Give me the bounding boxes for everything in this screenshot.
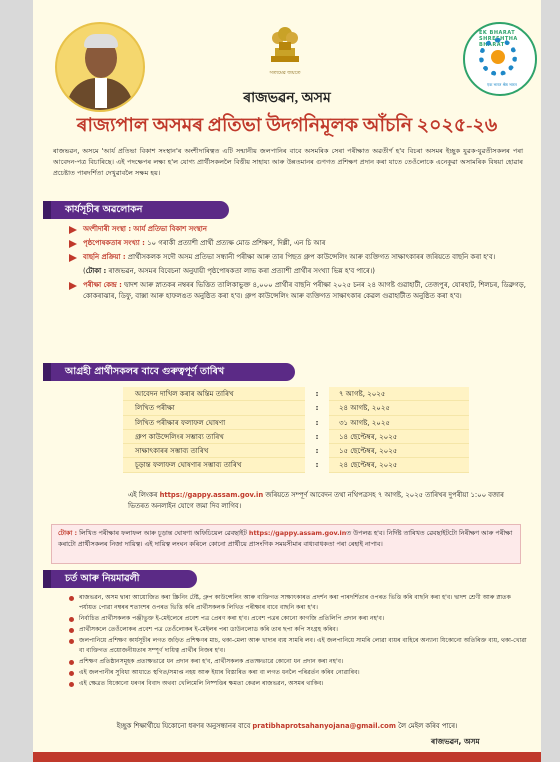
- date-separator: :: [315, 418, 319, 427]
- date-separator: :: [315, 404, 319, 413]
- contact-line: ইচ্ছুক শিক্ষাৰ্থীয়ে যিকোনো ধৰণৰ অনুসন্ধানৰ বাবে pratibhaprotsahanyojana@gmail.com লৈ মেইল কৰিব পাৰে।: [116, 722, 458, 730]
- page-title: ৰাজ্যপাল অসমৰ প্ৰতিভা উদগনিমূলক আঁচনি ২০২৫-২৬: [76, 115, 498, 136]
- term-item: নিৰ্বাচিত প্ৰাৰ্থীসকলক পঞ্জীভুক্ত ই-মেইলেৰে প্ৰবেশ পত্ৰ প্ৰেৰণ কৰা হ'ব। প্ৰবেশ পত্ৰৰ কোনো কাগজি প্ৰতিলিপি প্ৰদান কৰা নহ'ব।: [69, 614, 529, 624]
- date-label: গ্ৰুপ কাউন্সেলিংৰ সম্ভাব্য তাৰিখ: [123, 430, 305, 444]
- terms-list: [69, 593, 529, 690]
- date-label: চূড়ান্ত ফলাফল ঘোষণাৰ সম্ভাব্য তাৰিখ: [123, 458, 305, 472]
- term-item: প্ৰশিক্ষণ প্ৰতিষ্ঠানসমূহক প্ৰত্যক্ষভাৱে ধন প্ৰদান কৰা হ'ব, প্ৰাৰ্থীসকলক প্ৰত্যক্ষভাৱে কোনো ধন প্ৰদান কৰা নহ'ব।: [69, 657, 529, 667]
- list-item: পৰীক্ষা কেন্দ্ৰ : দ্বাদশ আৰু স্নাতকৰ নম্বৰৰ ভিত্তিত তালিকাভুক্ত ৪,০০০ প্ৰাৰ্থীৰ বাছনি পৰীক্ষা ২০২৫ চনৰ ২৪ আগষ্ট গুৱাহাটী, তেজপুৰ, যোৰহাট, শিলচৰ, ডিব্ৰুগড়, কোকৰাঝাৰ, ডিফু, বাক্সা আৰু হাফলঙত অনুষ্ঠিত কৰা হ'ব। গ্ৰুপ কাউন্সেলিং আৰু ব্যক্তিগত সাক্ষাৎকাৰ কেৱল গুৱাহাটীত অনুষ্ঠিত কৰা হ'ব।: [69, 280, 529, 302]
- date-label: আবেদন দাখিল কৰাৰ অন্তিম তাৰিখ: [123, 387, 305, 401]
- website-link[interactable]: https://gappy.assam.gov.in: [248, 529, 347, 537]
- date-separator: :: [315, 432, 319, 441]
- date-value: ২৪ ছেপ্টেম্বৰ, ২০২৫: [329, 458, 469, 472]
- arrow-bullet-icon: [69, 226, 77, 234]
- bullet-dot-icon: [69, 628, 74, 633]
- date-row: [123, 444, 469, 458]
- list-item: পৃষ্ঠপোষকতাৰ সংখ্যা : ১০ গৰাকী প্ৰত্যাশী প্ৰাৰ্থী প্ৰত্যক্ষ মোড প্ৰশিক্ষণ, দিল্লী, এন চি আৰ: [69, 238, 529, 249]
- apply-instructions: এই লিংকৰ https://gappy.assam.gov.in জৰিয়তে সম্পূৰ্ণ আবেদন তথা নথিপত্ৰসহ ৭ আগষ্ট, ২০২৫ তাৰিখৰ দুপৰীয়া ১:০০ বজাৰ ভিতৰত অনলাইন যোগে জমা দিব লাগিব।: [128, 491, 504, 510]
- date-separator: :: [315, 390, 319, 398]
- date-row: [123, 430, 469, 444]
- bottom-border-strip: [33, 752, 541, 762]
- important-note-box: টোকা : লিখিত পৰীক্ষাৰ ফলাফল আৰু চূড়ান্ত ঘোষণা অফিচিয়েল ৱেবছাইট https://gappy.assam.gov.inত উপলব্ধ হ'ব। নিৰ্দিষ্ট তাৰিখত ৱেবছাইটটো নিৰীক্ষণ আৰু পৰীক্ষা কৰাটো প্ৰাৰ্থীসকলৰ নিজা দায়িত্ব। এই দায়িত্ব লংঘন কৰিলে কোনো প্ৰাৰ্থীয়ে প্ৰাসংগিক সময়সীমাৰ বাধ্যবাধকতা পৰা ৰেহাই নাপাব।: [51, 524, 521, 564]
- date-separator: :: [315, 447, 319, 456]
- term-item: প্ৰাৰ্থীসকলে তেওঁলোকৰ প্ৰবেশ পত্ৰ তেওঁলোকৰ ই-মেইলৰ পৰা ডাউনলোড কৰি তাৰ ছপা কপি সংগ্ৰহ কৰিব।: [69, 625, 529, 635]
- issuer-heading: ৰাজভৱন, অসম: [243, 91, 331, 106]
- emblem-motto: সত্যমেৱ জয়তে: [269, 70, 301, 76]
- date-row: [123, 401, 469, 415]
- overview-note: (টোকা : ৰাজভৱন, অসমৰ বিবেচনা অনুযায়ী পৃষ্ঠপোষকতা লাভ কৰা প্ৰত্যাশী প্ৰাৰ্থীৰ সংখ্যা ভিন্ন হ'ব পাৰে।): [83, 267, 375, 275]
- overview-list: [69, 224, 529, 305]
- date-row: [123, 416, 469, 430]
- signature: ৰাজভৱন, অসম: [431, 737, 480, 746]
- ek-bharat-logo: [463, 22, 537, 96]
- term-item: এই ক্ষেত্ৰত যিকোনো ধৰণৰ বিবাদ অথবা খেলিমেলি নিষ্পত্তিৰ ক্ষমতা কেৱল ৰাজভৱন, অসমৰ থাকিব।: [69, 679, 529, 689]
- date-label: লিখিত পৰীক্ষাৰ ফলাফল ঘোষণা: [123, 416, 305, 430]
- term-item: ৰাজভৱন, অসম দ্বাৰা আয়োজিত কৰা স্ক্ৰিনিং টেষ্ট, গ্ৰুপ কাউন্সেলিং আৰু ব্যক্তিগত সাক্ষাৎকাৰত প্ৰদৰ্শন কৰা পাৰদৰ্শিতাৰ ওপৰত ভিত্তি কৰি বাছনি কৰা হ'ব। দ্বাদশ শ্ৰেণী আৰু স্নাতক পৰ্যায়ত পোৱা নম্বৰৰ শতাংশৰ ওপৰত ভিত্তি কৰি প্ৰাৰ্থীসকলক লিখিত পৰীক্ষাৰ বাবে বাছনি কৰা হ'ব।: [69, 593, 529, 613]
- logo-subtext: एक भारत श्रेष्ठ भारत: [487, 82, 517, 87]
- date-label: সাক্ষাৎকাৰৰ সম্ভাব্য তাৰিখ: [123, 444, 305, 458]
- date-value: ৭ আগষ্ট, ২০২৫: [329, 387, 469, 401]
- bullet-dot-icon: [69, 617, 74, 622]
- application-link[interactable]: https://gappy.assam.gov.in: [159, 491, 264, 499]
- date-label: লিখিত পৰীক্ষা: [123, 401, 305, 415]
- date-value: ১৫ ছেপ্টেম্বৰ, ২০২৫: [329, 444, 469, 458]
- date-row: [123, 387, 469, 401]
- term-item: জলপানিয়ে প্ৰশিক্ষণ কাৰ্যসূচীৰ লগত জড়িত প্ৰশিক্ষণৰ মাচ, থকা-মেলা আৰু খাদ্যৰ ব্যয় সামৰি লব। এই জলপানিয়ে সামৰি লোৱা ব্যয়ৰ বাহিৰে অন্যান্য যিকোনো অতিৰিক্ত ব্যয়, থকা-খোৱা বা ব্যক্তিগত প্ৰয়োজনীয়তাৰ সম্পূৰ্ণ দায়িত্ব প্ৰাৰ্থীৰ নিজৰ হ'ব।: [69, 636, 529, 656]
- list-item: বাছনি প্ৰক্ৰিয়া : প্ৰাৰ্থীসকলক সদৌ অসম প্ৰতিভা সন্ধানী পৰীক্ষা আৰু তাৰ পিছত গ্ৰুপ কাউন্সেলিং আৰু ব্যক্তিগত সাক্ষাৎকাৰৰ জৰিয়তে বাছনি কৰা হ'ব।: [69, 252, 529, 263]
- notice-page: [33, 0, 541, 762]
- date-value: ১৪ ছেপ্টেম্বৰ, ২০২৫: [329, 430, 469, 444]
- national-emblem-icon: [265, 18, 305, 70]
- date-value: ৩১ আগষ্ট, ২০২৫: [329, 416, 469, 430]
- date-row: [123, 458, 469, 472]
- list-item: অংশীদাৰী সংস্থা : আৰ্য প্ৰতিভা বিকাশ সংস্থান: [69, 224, 529, 235]
- arrow-bullet-icon: [69, 240, 77, 248]
- section-heading-overview: কাৰ্যসূচীৰ অৱলোকন: [51, 201, 229, 219]
- intro-paragraph: ৰাজভৱন, অসমে 'আৰ্য প্ৰতিভা বিকাশ সংস্থান'ৰ অংশীদাৰিত্বত এটি সন্মানীয় জলপানিৰ বাবে অসমৰিক সেৰা পৰীক্ষাত অৱতীৰ্ণ হ'ব বিচৰা অসমৰ ইচ্ছুক যুৱক-যুৱতীসকলৰ পৰা আবেদন-পত্ৰ বিচাৰিছে। এই পদক্ষেপৰ লক্ষ্য হ'ল যোগ্য প্ৰাৰ্থীসকললৈ বিত্তীয় সাহায্য আৰু উন্নতমানৰ গুণগত প্ৰশিক্ষণ প্ৰদান কৰা যাতে তেওঁলোকে এনেকুৱা অসামৰিক বিষয়া হোৱাৰ প্ৰচেষ্টাত পাৰদৰ্শিতা দেখুৱাবলৈ সক্ষম হয়।: [53, 147, 523, 177]
- section-heading-dates: আগ্ৰহী প্ৰাৰ্থীসকলৰ বাবে গুৰুত্বপূৰ্ণ তাৰিখ: [51, 363, 295, 381]
- bullet-dot-icon: [69, 682, 74, 687]
- bullet-dot-icon: [69, 660, 74, 665]
- arrow-bullet-icon: [69, 282, 77, 290]
- dates-table: [123, 387, 469, 473]
- bullet-dot-icon: [69, 671, 74, 676]
- date-separator: :: [315, 461, 319, 470]
- contact-email-link[interactable]: pratibhaprotsahanyojana@gmail.com: [252, 722, 396, 730]
- section-heading-terms: চৰ্ত আৰু নিয়মাৱলী: [51, 570, 197, 588]
- date-value: ২৪ আগষ্ট, ২০২৫: [329, 401, 469, 415]
- arrow-bullet-icon: [69, 254, 77, 262]
- bullet-dot-icon: [69, 596, 74, 601]
- logo-text: EK BHARAT SHRESHTHA BHARAT: [479, 30, 518, 48]
- bullet-dot-icon: [69, 639, 74, 644]
- term-item: এই জলপানীৰ সুবিধা আধাতে স্থগিত/সমাপ্ত নহয় আৰু ইয়াৰ বিস্তাৰিত কৰা বা লগত ধনলৈ পৰিৱৰ্তন কৰিব নোৱাৰিব।: [69, 668, 529, 678]
